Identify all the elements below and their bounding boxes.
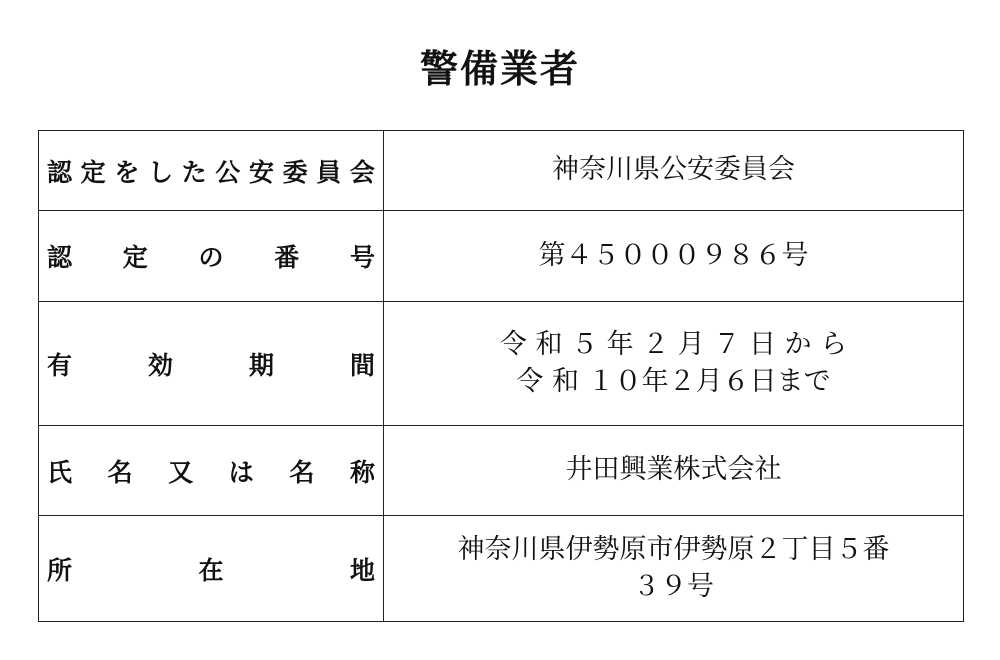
value-line: 神奈川県公安委員会 xyxy=(552,154,795,186)
label-char: 委 xyxy=(282,157,308,187)
label-char: 地 xyxy=(349,555,375,585)
label-char: 公 xyxy=(215,157,241,187)
label-char: 在 xyxy=(198,555,224,585)
label-char: 所 xyxy=(47,555,73,585)
label-char: し xyxy=(147,157,173,187)
row-validity-period xyxy=(39,302,964,426)
value-line: 第４５０００９８６号 xyxy=(538,239,809,271)
value-certifying-commission xyxy=(384,131,964,211)
label-char: 名 xyxy=(107,457,133,487)
label-char: 間 xyxy=(349,350,375,380)
row-certifying-commission xyxy=(39,131,964,211)
value-line: 井田興業株式会社 xyxy=(565,454,782,486)
label-certification-number xyxy=(39,211,384,302)
label-char: の xyxy=(198,243,224,272)
label-char: 定 xyxy=(80,157,106,187)
label-validity-period xyxy=(39,302,384,426)
label-char: 会 xyxy=(349,157,375,187)
label-char: 又 xyxy=(168,457,194,487)
certification-table xyxy=(38,130,964,622)
label-certifying-commission xyxy=(39,131,384,211)
value-line: ３９号 xyxy=(633,570,714,602)
label-name xyxy=(39,426,384,516)
label-char: 員 xyxy=(316,157,342,187)
label-char: 定 xyxy=(122,243,148,272)
value-validity-period xyxy=(384,302,964,426)
label-char: 効 xyxy=(147,350,173,380)
label-char: 認 xyxy=(47,243,73,272)
value-line: 令 和 ５ 年 ２ 月 ７ 日 か ら xyxy=(499,329,848,361)
label-char: 号 xyxy=(349,243,375,272)
label-char: 期 xyxy=(248,350,274,380)
label-char: 認 xyxy=(47,157,73,187)
value-address xyxy=(384,516,964,622)
label-char: 名 xyxy=(289,457,315,487)
label-address xyxy=(39,516,384,622)
label-char: 番 xyxy=(274,243,300,272)
label-char: た xyxy=(181,157,207,187)
value-line: 令 和 １０年２月６日まで xyxy=(516,365,831,397)
label-char: 有 xyxy=(47,350,73,380)
value-certification-number xyxy=(384,211,964,302)
row-name xyxy=(39,426,964,516)
label-char: は xyxy=(228,457,254,487)
label-char: 称 xyxy=(349,457,375,487)
label-char: 氏 xyxy=(47,457,73,487)
row-address xyxy=(39,516,964,622)
row-certification-number xyxy=(39,211,964,302)
label-char: 安 xyxy=(248,157,274,187)
document-title: 警備業者 xyxy=(419,47,580,91)
label-char: を xyxy=(114,157,140,187)
value-name xyxy=(384,426,964,516)
value-line: 神奈川県伊勢原市伊勢原２丁目５番 xyxy=(457,534,890,566)
